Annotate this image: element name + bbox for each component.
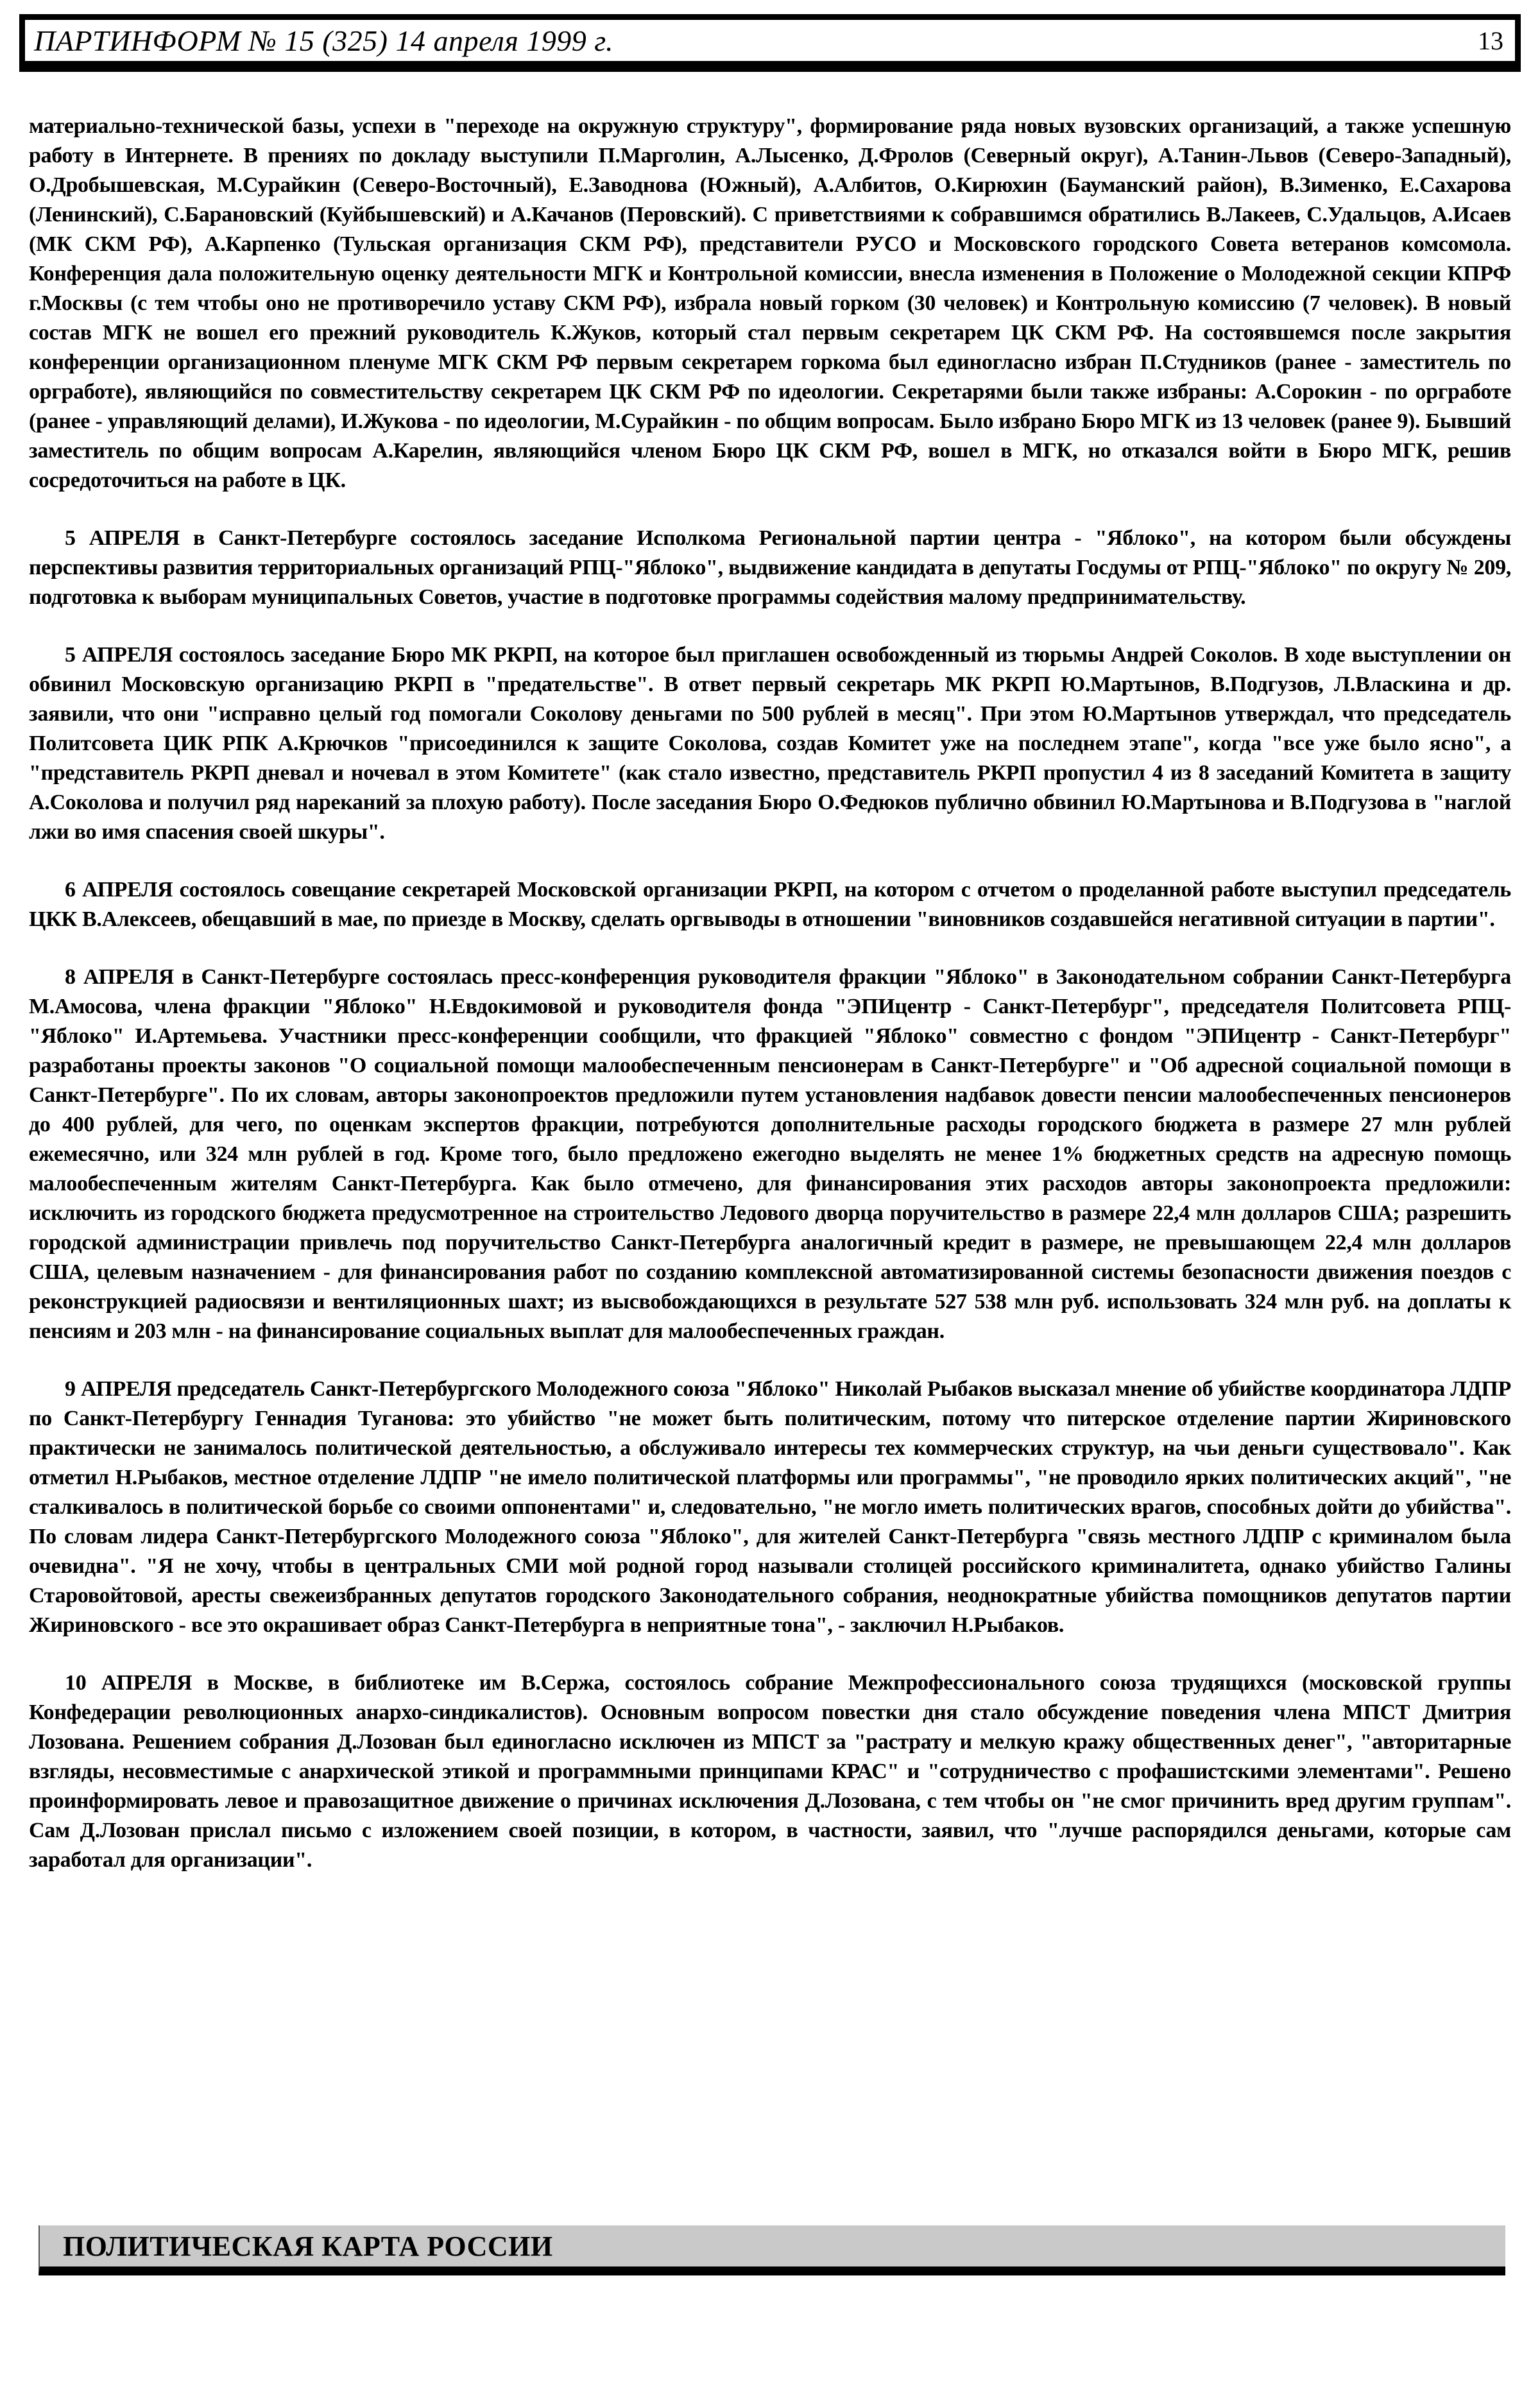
- newsletter-title: ПАРТИНФОРМ № 15 (325) 14 апреля 1999 г.: [34, 24, 614, 57]
- section-title: ПОЛИТИЧЕСКАЯ КАРТА РОССИИ: [63, 2230, 553, 2262]
- header-box: [19, 14, 1521, 72]
- paragraph-news-item-april-5-yabloko: 5 АПРЕЛЯ в Санкт-Петербурге состоялось заседание Исполкома Региональной партии центра - "Яблоко", на котором были обсуждены перспективы развития территориальных организаций РПЦ-"Яблоко", выдвижение кандидата в депутаты Госдумы от РПЦ-"Яблоко" по округу № 209, подготовка к выборам муниципальных Советов, участие в подготовке программы содействия малому предпринимательству.: [29, 526, 1511, 609]
- article-body: [29, 112, 1511, 1875]
- page-number: 13: [1478, 26, 1503, 55]
- paragraph-news-item-april-10: 10 АПРЕЛЯ в Москве, в библиотеке им В.Сержа, состоялось собрание Межпрофессионального союза трудящихся (московской группы Конфедерации революционных анархо-синдикалистов). Основным вопросом повестки дня стало обсуждение поведения члена МПСТ Дмитрия Лозована. Решением собрания Д.Лозован был единогласно исключен из МПСТ за "растрату и мелкую кражу общественных денег", "авторитарные взгляды, несовместимые с анархической этикой и программными принципами КРАС" и "сотрудничество с профашистскими элементами". Решено проинформировать левое и правозащитное движение о причинах исключения Д.Лозована, с тем чтобы он "не смог причинить вред другим группам". Сам Д.Лозован прислал письмо с изложением своей позиции, в котором, в частности, заявил, что "лучше распорядился деньгами, которые сам заработал для организации".: [29, 1671, 1511, 1872]
- paragraph-news-item-april-5-rkrp: 5 АПРЕЛЯ состоялось заседание Бюро МК РКРП, на которое был приглашен освобожденный из тюрьмы Андрей Соколов. В ходе выступлении он обвинил Московскую организацию РКРП в "предательстве". В ответ первый секретарь МК РКРП Ю.Мартынов, В.Подгузов, Л.Власкина и др. заявили, что они "исправно целый год помогали Соколову деньгами по 500 рублей в месяц". При этом Ю.Мартынов утверждал, что председатель Политсовета ЦИК РПК А.Крючков "присоединился к защите Соколова, создав Комитет уже на последнем этапе", когда "все уже было ясно", а "представитель РКРП дневал и ночевал в этом Комитете" (как стало известно, представитель РКРП пропустил 4 из 8 заседаний Комитета в защиту А.Соколова и получил ряд нареканий за плохую работу). После заседания Бюро О.Федюков публично обвинил Ю.Мартынова и В.Подгузова в "наглой лжи во имя спасения своей шкуры".: [29, 643, 1511, 844]
- paragraph-continuation: материально-технической базы, успехи в "переходе на окружную структуру", формирование ряда новых вузовских организаций, а также успешную работу в Интернете. В прениях по докладу выступили П.Марголин, А.Лысенко, Д.Фролов (Северный округ), А.Танин-Львов (Северо-Западный), О.Дробышевская, М.Сурайкин (Северо-Восточный), Е.Заводнова (Южный), А.Албитов, О.Кирюхин (Бауманский район), В.Зименко, Е.Сахарова (Ленинский), С.Барановский (Куйбышевский) и А.Качанов (Перовский). С приветствиями к собравшимся обратились В.Лакеев, С.Удальцов, А.Исаев (МК СКМ РФ), А.Карпенко (Тульская организация СКМ РФ), представители РУСО и Московского городского Совета ветеранов комсомола. Конференция дала положительную оценку деятельности МГК и Контрольной комиссии, внесла изменения в Положение о Молодежной секции КПРФ г.Москвы (с тем чтобы оно не противоречило уставу СКМ РФ), избрала новый горком (30 человек) и Контрольную комиссию (7 человек). В новый состав МГК не вошел его прежний руководитель К.Жуков, который стал первым секретарем ЦК СКМ РФ. На состоявшемся после закрытия конференции организационном пленуме МГК СКМ РФ первым секретарем горкома был единогласно избран П.Студников (ранее - заместитель по оргработе), являющийся по совместительству секретарем ЦК СКМ РФ по идеологии. Секретарями были также избраны: А.Сорокин - по оргработе (ранее - управляющий делами), И.Жукова - по идеологии, М.Сурайкин - по общим вопросам. Было избрано Бюро МГК из 13 человек (ранее 9). Бывший заместитель по общим вопросам А.Карелин, являющийся членом Бюро ЦК СКМ РФ, вошел в МГК, но отказался войти в Бюро МГК, решив сосредоточиться на работе в ЦК.: [29, 114, 1511, 492]
- paragraph-news-item-april-9: 9 АПРЕЛЯ председатель Санкт-Петербургского Молодежного союза "Яблоко" Николай Рыбаков высказал мнение об убийстве координатора ЛДПР по Санкт-Петербургу Геннадия Туганова: это убийство "не может быть политическим, потому что питерское отделение партии Жириновского практически не занималось политической деятельностью, а обслуживало интересы тех коммерческих структур, на чьи деньги существовало". Как отметил Н.Рыбаков, местное отделение ЛДПР "не имело политической платформы или программы", "не проводило ярких политических акций", "не сталкивалось в политической борьбе со своими оппонентами" и, следовательно, "не могло иметь политических врагов, способных дойти до убийства". По словам лидера Санкт-Петербургского Молодежного союза "Яблоко", для жителей Санкт-Петербурга "связь местного ЛДПР с криминалом была очевидна". "Я не хочу, чтобы в центральных СМИ мой родной город называли столицей российского криминалитета, однако убийство Галины Старовойтовой, аресты свежеизбранных депутатов городского Законодательного собрания, неоднократные убийства помощников депутатов партии Жириновского - все это окрашивает образ Санкт-Петербурга в неприятные тона", - заключил Н.Рыбаков.: [29, 1377, 1511, 1637]
- paragraph-news-item-april-8: 8 АПРЕЛЯ в Санкт-Петербурге состоялась пресс-конференция руководителя фракции "Яблоко" в Законодательном собрании Санкт-Петербурга М.Амосова, члена фракции "Яблоко" Н.Евдокимовой и руководителя фонда "ЭПИцентр - Санкт-Петербург", председателя Политсовета РПЦ-"Яблоко" И.Артемьева. Участники пресс-конференции сообщили, что фракцией "Яблоко" совместно с фондом "ЭПИцентр - Санкт-Петербург" разработаны проекты законов "О социальной помощи малообеспеченным пенсионерам в Санкт-Петербурге" и "Об адресной социальной помощи в Санкт-Петербурге". По их словам, авторы законопроектов предложили путем установления надбавок довести пенсии малообеспеченных пенсионеров до 400 рублей, для чего, по оценкам экспертов фракции, потребуются дополнительные расходы городского бюджета в размере 27 млн рублей ежемесячно, или 324 млн рублей в год. Кроме того, было предложено ежегодно выделять не менее 1% бюджетных средств на адресную помощь малообеспеченным жителям Санкт-Петербурга. Как было отмечено, для финансирования этих расходов авторы законопроекта предложили: исключить из городского бюджета предусмотренное на строительство Ледового дворца поручительство в размере 22,4 млн долларов США; разрешить городской администрации привлечь под поручительство Санкт-Петербурга аналогичный кредит в размере, не превышающем 22,4 млн долларов США, целевым назначением - для финансирования работ по созданию комплексной автоматизированной системы безопасности движения поездов с реконструкцией радиосвязи и вентиляционных шахт; из высвобождающихся в результате 527 538 млн руб. использовать 324 млн руб. на доплаты к пенсиям и 203 млн - на финансирование социальных выплат для малообеспеченных граждан.: [29, 965, 1511, 1343]
- paragraph-news-item-april-6: 6 АПРЕЛЯ состоялось совещание секретарей Московской организации РКРП, на котором с отчетом о проделанной работе выступил председатель ЦКК В.Алексеев, обещавший в мае, по приезде в Москву, сделать оргвыводы в отношении "виновников создавшейся негативной ситуации в партии".: [29, 878, 1511, 931]
- section-banner: [38, 2225, 1505, 2275]
